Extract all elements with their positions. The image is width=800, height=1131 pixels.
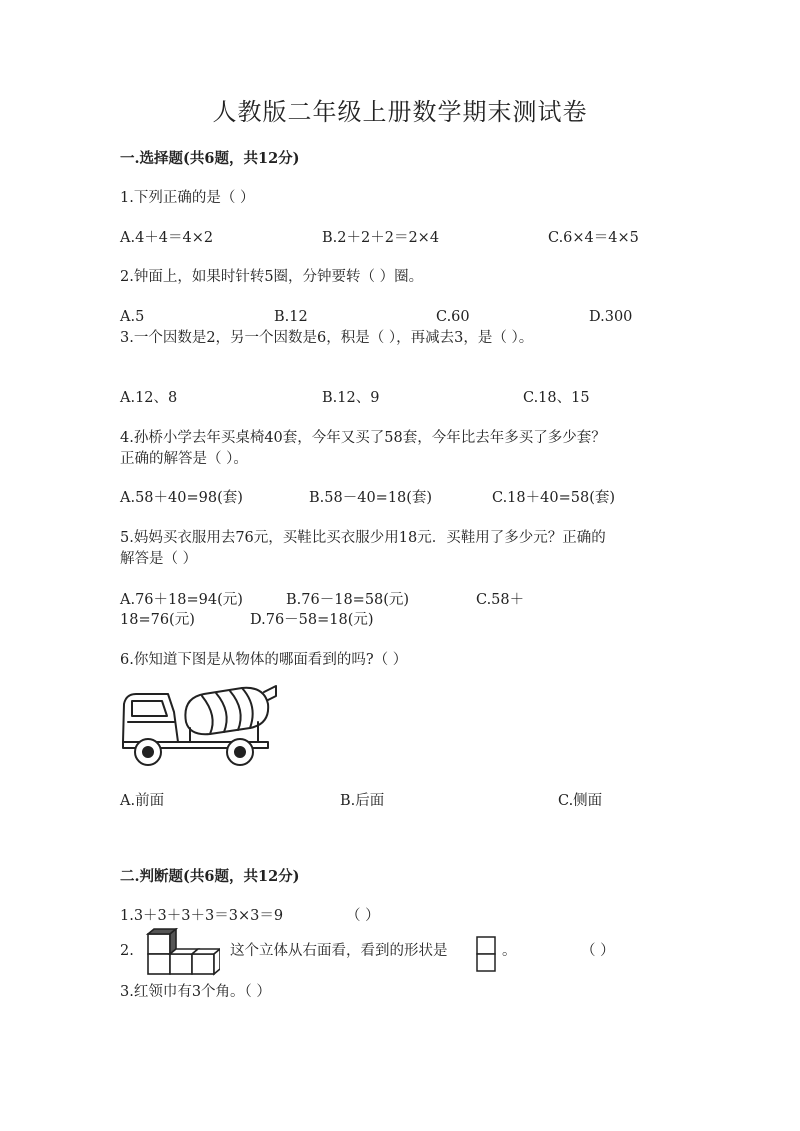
q5-line1: 5.妈妈买衣服用去76元，买鞋比买衣服少用18元．买鞋用了多少元？正确的 <box>120 530 606 546</box>
q5-line2: 解答是（ ） <box>120 551 198 567</box>
q3-option-b: B.12、9 <box>322 390 380 406</box>
two-squares-vertical-icon <box>476 936 496 972</box>
q5-option-c-part1: C.58＋ <box>476 592 525 608</box>
q3-option-a: A.12、8 <box>120 390 178 406</box>
q6-option-b: B.后面 <box>340 793 385 809</box>
q5-option-a: A.76＋18=94(元) <box>120 592 243 608</box>
judge-q1-blank: （ ） <box>346 908 380 924</box>
q2-option-b: B.12 <box>274 309 308 325</box>
q3-option-c: C.18、15 <box>523 390 590 406</box>
q4-option-b: B.58－40=18(套) <box>309 490 433 506</box>
q1-option-b: B.2＋2＋2＝2×4 <box>322 230 440 246</box>
judge-q1-text: 1.3＋3＋3＋3＝3×3＝9 <box>120 908 284 924</box>
q2-text: 2.钟面上，如果时针转5圈，分钟要转（ ）圈。 <box>120 269 424 285</box>
q4-line1: 4.孙桥小学去年买桌椅40套，今年又买了58套，今年比去年多买了多少套？ <box>120 430 606 446</box>
section1-heading: 一.选择题(共6题，共12分) <box>120 150 300 167</box>
q6-option-a: A.前面 <box>120 793 165 809</box>
page-title: 人教版二年级上册数学期末测试卷 <box>212 98 588 126</box>
judge-q2-text: 这个立体从右面看，看到的形状是 <box>230 943 448 959</box>
judge-q2-end: 。 <box>502 943 517 959</box>
q5-option-b: B.76－18=58(元) <box>286 592 410 608</box>
section2-heading: 二.判断题(共6题，共12分) <box>120 868 300 885</box>
q2-option-a: A.5 <box>120 309 145 325</box>
judge-q2-num: 2. <box>120 943 134 959</box>
judge-q2-blank: （ ） <box>581 943 615 959</box>
q4-line2: 正确的解答是（ ）。 <box>120 451 248 467</box>
q1-option-a: A.4＋4＝4×2 <box>120 230 214 246</box>
q2-option-d: D.300 <box>589 309 633 325</box>
q2-option-c: C.60 <box>436 309 470 325</box>
q1-text: 1.下列正确的是（ ） <box>120 190 255 206</box>
judge-q3-text: 3.红领巾有3个角。（ ） <box>120 984 271 1000</box>
cement-mixer-truck-icon <box>118 682 278 772</box>
cube-stack-icon <box>144 928 220 976</box>
q4-option-a: A.58＋40=98(套) <box>120 490 243 506</box>
q4-option-c: C.18＋40=58(套) <box>492 490 616 506</box>
q6-text: 6.你知道下图是从物体的哪面看到的吗?（ ） <box>120 652 408 668</box>
q5-option-d: D.76－58=18(元) <box>250 612 374 628</box>
q5-option-c-part2: 18=76(元) <box>120 612 195 628</box>
q1-option-c: C.6×4＝4×5 <box>548 230 639 246</box>
q6-option-c: C.侧面 <box>558 793 603 809</box>
q3-text: 3.一个因数是2，另一个因数是6，积是（ ），再减去3，是（ ）。 <box>120 330 534 346</box>
